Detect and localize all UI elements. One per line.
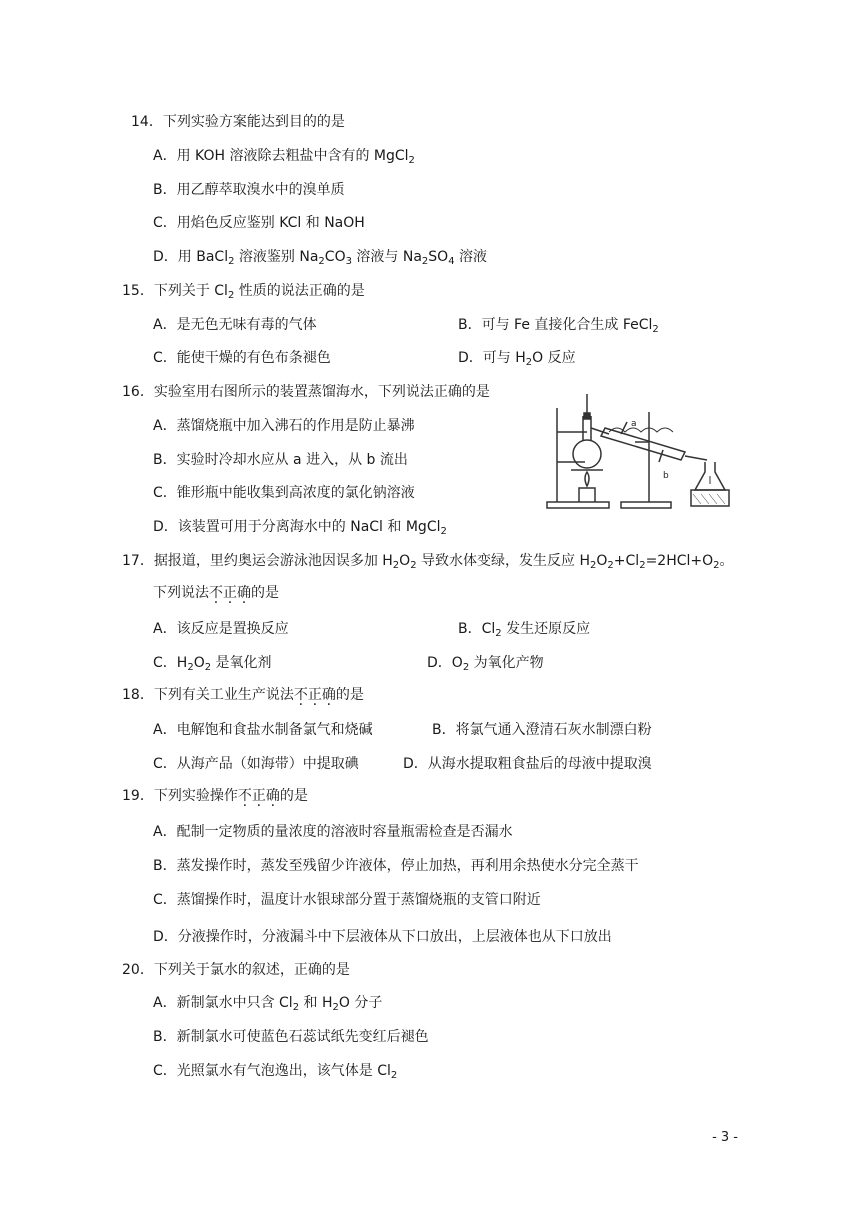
q20-option-b: B．新制氯水可使蓝色石蕊试纸先变红后褪色 [153,1029,429,1045]
q14-option-c: C．用焰色反应鉴别 KCl 和 NaOH [153,215,365,231]
q20-stem: 20．下列关于氯水的叙述，正确的是 [122,962,350,978]
distillation-flask [573,440,601,468]
q19-stem: 19．下列实验操作不正确的是 [122,788,308,804]
q14-option-a: A．用 KOH 溶液除去粗盐中含有的 MgCl$_2$ [153,148,415,166]
stand-base-right [621,502,671,508]
alcohol-lamp [579,488,595,502]
q15-option-a: A．是无色无味有毒的气体 [153,317,317,333]
q17-option-b: B．$Cl_2$ 发生还原反应 [458,621,591,639]
adapter-tube [685,456,707,460]
distillation-apparatus-figure [545,380,735,516]
q14-stem: 14．下列实验方案能达到目的的是 [131,114,345,130]
label-b: b [663,471,669,481]
q16-option-b: B．实验时冷却水应从 a 进入，从 b 流出 [153,452,408,468]
q16-option-c: C．锥形瓶中能收集到高浓度的氯化钠溶液 [153,485,415,501]
q18-stem: 18．下列有关工业生产说法不正确的是 [122,687,364,703]
q20-option-c: C．光照氯水有气泡逸出，该气体是 $Cl_2$ [153,1063,398,1081]
q17-stem-line2: 下列说法不正确的是 [153,585,279,601]
page-number: - 3 - [712,1130,738,1145]
q15-option-d: D．可与 $H_2O$ 反应 [458,350,576,368]
q17-option-a: A．该反应是置换反应 [153,621,289,637]
q16-option-a: A．蒸馏烧瓶中加入沸石的作用是防止暴沸 [153,418,415,434]
q18-option-a: A．电解饱和食盐水制备氯气和烧碱 [153,722,373,738]
q19-option-d: D．分液操作时，分液漏斗中下层液体从下口放出，上层液体也从下口放出 [153,929,612,945]
q17-stem: 17．据报道，里约奥运会游泳池因误多加 $H_2O_2$ 导致水体变绿，发生反应 $H_2O_2+Cl_2=2HCl+O_2$。 [122,553,734,571]
q19-option-b: B．蒸发操作时，蒸发至残留少许液体，停止加热，再利用余热使水分完全蒸干 [153,858,639,874]
q15-option-b: B．可与 Fe 直接化合生成 FeCl$_2$ [458,317,659,335]
q14-option-d: D．用 BaCl$_2$ 溶液鉴别 $Na_2CO_3$ 溶液与 $Na_2SO_4$ 溶液 [153,249,488,267]
flame [585,472,589,486]
q16-stem: 16．实验室用右图所示的装置蒸馏海水，下列说法正确的是 [122,384,490,400]
q15-stem: 15．下列关于 $Cl_2$ 性质的说法正确的是 [122,283,365,301]
q18-option-d: D．从海水提取粗食盐后的母液中提取溴 [403,756,652,772]
q14-option-b: B．用乙醇萃取溴水中的溴单质 [153,182,345,198]
q16-option-d: D．该装置可用于分离海水中的 NaCl 和 MgCl$_2$ [153,519,447,537]
condenser [601,428,685,460]
q17-option-d: D．$O_2$ 为氧化产物 [427,655,544,673]
label-a: a [631,419,637,429]
q18-option-c: C．从海产品（如海带）中提取碘 [153,756,359,772]
q17-option-c: C．$H_2O_2$ 是氧化剂 [153,655,272,673]
q19-option-a: A．配制一定物质的量浓度的溶液时容量瓶需检查是否漏水 [153,824,513,840]
stand-base-left [547,502,609,508]
q18-option-b: B．将氯气通入澄清石灰水制漂白粉 [432,722,652,738]
wooden-block [691,490,729,506]
q19-option-c: C．蒸馏操作时，温度计水银球部分置于蒸馏烧瓶的支管口附近 [153,892,541,908]
q20-option-a: A．新制氯水中只含 $Cl_2$ 和 $H_2O$ 分子 [153,995,383,1013]
q15-option-c: C．能使干燥的有色布条褪色 [153,350,331,366]
